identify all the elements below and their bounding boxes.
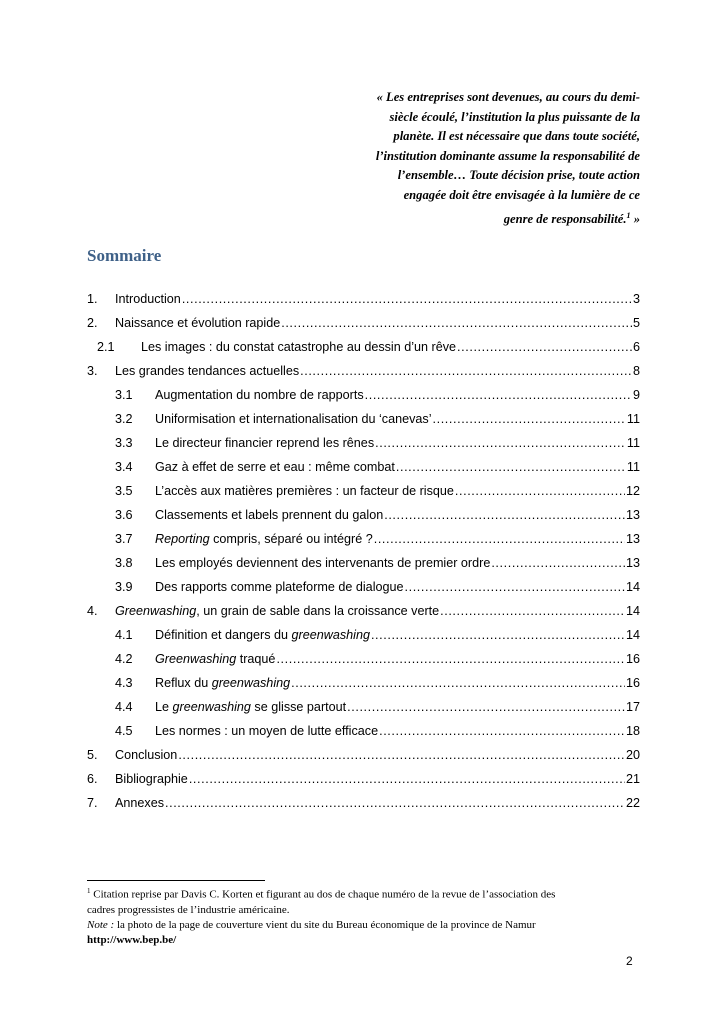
toc-entry-page: 22 (625, 796, 640, 810)
toc-entry-title (115, 316, 280, 330)
toc-entry-page: 5 (632, 316, 640, 330)
toc-dot-leader (491, 556, 625, 570)
toc-entry-title-text: Classements et labels prennent du galon (155, 508, 384, 522)
toc-entry-title-text: traqué (236, 652, 276, 666)
toc-entry-title (155, 460, 395, 474)
toc-entry[interactable] (87, 460, 640, 484)
toc-entry-title-text: Annexes (115, 796, 165, 810)
footnote-reference[interactable]: 1 (626, 210, 631, 220)
toc-entry-page: 16 (625, 652, 640, 666)
toc-entry-title (155, 676, 290, 690)
toc-entry-number: 4.4 (115, 700, 133, 714)
toc-entry[interactable] (87, 340, 640, 364)
toc-dot-leader (178, 748, 625, 762)
toc-entry-title (115, 292, 181, 306)
toc-dot-leader (405, 580, 625, 594)
toc-dot-leader (347, 700, 625, 714)
toc-entry[interactable] (87, 532, 640, 556)
toc-dot-leader (384, 508, 625, 522)
toc-entry-title-text: Les grandes tendances actuelles (115, 364, 300, 378)
toc-entry[interactable] (87, 628, 640, 652)
toc-entry-page: 14 (625, 580, 640, 594)
toc-entry-number: 3.1 (115, 388, 133, 402)
toc-entry-title-text: Conclusion (115, 748, 178, 762)
quote-last-text: genre de responsabilité. (503, 211, 627, 226)
toc-entry-page: 18 (625, 724, 640, 738)
section-heading: Sommaire (87, 246, 162, 265)
toc-entry-page: 11 (626, 460, 640, 474)
toc-entry[interactable] (87, 484, 640, 508)
footnote-1 (87, 884, 647, 903)
toc-entry-number: 5. (87, 748, 98, 762)
toc-dot-leader (379, 724, 625, 738)
toc-entry-number: 7. (87, 796, 98, 810)
toc-entry-number: 4.3 (115, 676, 133, 690)
toc-entry[interactable] (87, 724, 640, 748)
toc-entry-title (155, 532, 373, 546)
page-number: 2 (626, 954, 633, 968)
toc-entry-title-text: Des rapports comme plateforme de dialogue (155, 580, 404, 594)
toc-entry-page: 3 (632, 292, 640, 306)
quote-line: engagée doit être envisagée à la lumière de ce (403, 187, 640, 202)
toc-entry[interactable] (87, 292, 640, 316)
toc-entry[interactable] (87, 436, 640, 460)
toc-dot-leader (365, 388, 632, 402)
toc-entry-number: 3.5 (115, 484, 133, 498)
toc-entry-title (155, 652, 275, 666)
footnote-divider (87, 880, 265, 881)
toc-entry-title (155, 412, 432, 426)
toc-entry-number: 3.6 (115, 508, 133, 522)
footnote-text-cont: cadres progressistes de l’industrie américaine. (87, 903, 290, 916)
toc-entry-title-text: Introduction (115, 292, 181, 306)
toc-entry-title-text: L’accès aux matières premières : un facteur de risque (155, 484, 454, 498)
toc-entry-title (155, 556, 490, 570)
toc-dot-leader (281, 316, 632, 330)
toc-entry-title (155, 628, 370, 642)
toc-entry-page: 11 (626, 412, 640, 426)
toc-entry[interactable] (87, 388, 640, 412)
quote-line: « Les entreprises sont devenues, au cours du demi- (376, 90, 640, 104)
toc-dot-leader (440, 604, 625, 618)
toc-dot-leader (182, 292, 632, 306)
toc-entry-title (155, 436, 374, 450)
toc-entry-title-text: Augmentation du nombre de rapports (155, 388, 364, 402)
toc-entry-title-text: Les employés deviennent des intervenants de premier ordre (155, 556, 491, 570)
footnote-marker: 1 (87, 887, 91, 895)
toc-entry-page: 14 (625, 604, 640, 618)
toc-entry-number: 3.2 (115, 412, 133, 426)
toc-entry-title-text: Définition et dangers du (155, 628, 292, 642)
toc-entry[interactable] (87, 604, 640, 628)
toc-entry-number: 4.2 (115, 652, 133, 666)
toc-entry-page: 12 (625, 484, 640, 498)
toc-entry-title-text: Reflux du (155, 676, 212, 690)
toc-dot-leader (189, 772, 625, 786)
toc-entry-title-text: Uniformisation et internationalisation du ‘canevas’ (155, 412, 432, 426)
toc-entry-title-italic: greenwashing (291, 628, 370, 642)
toc-entry-title (155, 700, 346, 714)
toc-entry-title-text: Le (155, 700, 173, 714)
toc-entry-title (155, 724, 378, 738)
toc-entry-title-text: se glisse partout (250, 700, 347, 714)
toc-dot-leader (375, 436, 626, 450)
toc-entry[interactable] (87, 412, 640, 436)
toc-dot-leader (455, 484, 625, 498)
toc-entry-page: 13 (625, 532, 640, 546)
toc-entry[interactable] (87, 652, 640, 676)
toc-dot-leader (165, 796, 625, 810)
toc-entry-title (155, 580, 404, 594)
quote-line: l’institution dominante assume la responsabilité de (375, 148, 640, 163)
toc-entry-title-text: , un grain de sable dans la croissance verte (196, 604, 440, 618)
toc-entry-number: 3.3 (115, 436, 133, 450)
cover-note (87, 918, 647, 933)
toc-dot-leader (371, 628, 625, 642)
toc-entry-number: 4.5 (115, 724, 133, 738)
toc-entry[interactable] (87, 316, 640, 340)
toc-entry-number: 4.1 (115, 628, 133, 642)
toc-entry-title-text: Gaz à effet de serre et eau : même combat (155, 460, 395, 474)
toc-dot-leader (433, 412, 626, 426)
toc-entry-title (115, 604, 439, 618)
quote-line: siècle écoulé, l’institution la plus puissante de la (389, 109, 640, 124)
toc-entry[interactable] (87, 772, 640, 796)
toc-entry-title (115, 748, 177, 762)
toc-entry[interactable] (87, 676, 640, 700)
toc-dot-leader (300, 364, 632, 378)
toc-entry-number: 3. (87, 364, 98, 378)
table-of-contents (87, 292, 640, 820)
toc-entry-number: 3.8 (115, 556, 133, 570)
toc-entry-title-italic: greenwashing (211, 676, 291, 690)
toc-entry-title-italic: Greenwashing (115, 604, 197, 618)
toc-entry[interactable] (87, 796, 640, 820)
quote-line-last (340, 206, 640, 230)
toc-entry-number: 2. (87, 316, 98, 330)
toc-entry-number: 4. (87, 604, 98, 618)
toc-entry-page: 21 (625, 772, 640, 786)
toc-entry-page: 11 (626, 436, 640, 450)
toc-entry-title-text: Les normes : un moyen de lutte efficace (155, 724, 379, 738)
toc-entry-title (155, 508, 383, 522)
note-text: la photo de la page de couverture vient du site du Bureau économique de la province de Namur (114, 918, 536, 931)
toc-entry-title (115, 772, 188, 786)
toc-entry-title-text: Bibliographie (115, 772, 188, 786)
toc-dot-leader (374, 532, 625, 546)
toc-entry-title-text: compris, séparé ou intégré ? (209, 532, 373, 546)
toc-entry-page: 13 (625, 556, 640, 570)
toc-entry[interactable] (87, 508, 640, 532)
toc-entry-page: 16 (625, 676, 640, 690)
toc-entry[interactable] (87, 748, 640, 772)
toc-entry-page: 6 (632, 340, 640, 354)
quote-closing: » (630, 211, 640, 226)
toc-entry-title (155, 388, 364, 402)
toc-dot-leader (276, 652, 625, 666)
footnotes (87, 884, 647, 948)
toc-entry-number: 1. (87, 292, 98, 306)
toc-entry-number: 3.9 (115, 580, 133, 594)
toc-entry-page: 20 (625, 748, 640, 762)
toc-entry[interactable] (87, 556, 640, 580)
toc-entry-page: 13 (625, 508, 640, 522)
note-label: Note : (87, 918, 115, 931)
toc-entry-title-text: Naissance et évolution rapide (115, 316, 281, 330)
toc-entry-title (141, 340, 456, 354)
toc-entry-number: 6. (87, 772, 98, 786)
toc-entry-number: 2.1 (97, 340, 115, 354)
toc-entry-title-italic: Greenwashing (155, 652, 237, 666)
source-link[interactable]: http://www.bep.be/ (87, 933, 177, 946)
footnote-text: Citation reprise par Davis C. Korten et figurant au dos de chaque numéro de la revue de l’association des (90, 888, 556, 901)
quote-line: planète. Il est nécessaire que dans toute société, (393, 129, 640, 144)
toc-entry-number: 3.7 (115, 532, 133, 546)
epigraph-quote (340, 88, 640, 229)
toc-entry-page: 14 (625, 628, 640, 642)
toc-entry-number: 3.4 (115, 460, 133, 474)
toc-entry-title-italic: Reporting (155, 532, 210, 546)
toc-dot-leader (291, 676, 625, 690)
toc-entry-title-text: Le directeur financier reprend les rênes (155, 436, 375, 450)
toc-entry-title-italic: greenwashing (172, 700, 251, 714)
toc-entry[interactable] (87, 700, 640, 724)
quote-line: l’ensemble… Toute décision prise, toute action (397, 168, 640, 183)
toc-entry-title (115, 364, 299, 378)
toc-dot-leader (396, 460, 626, 474)
toc-entry-title (115, 796, 164, 810)
toc-entry-page: 9 (632, 388, 640, 402)
toc-dot-leader (457, 340, 632, 354)
toc-entry-title-text: Les images : du constat catastrophe au dessin d’un rêve (141, 340, 457, 354)
toc-entry-page: 17 (625, 700, 640, 714)
toc-entry-title (155, 484, 454, 498)
toc-entry[interactable] (87, 364, 640, 388)
toc-entry[interactable] (87, 580, 640, 604)
toc-entry-page: 8 (632, 364, 640, 378)
